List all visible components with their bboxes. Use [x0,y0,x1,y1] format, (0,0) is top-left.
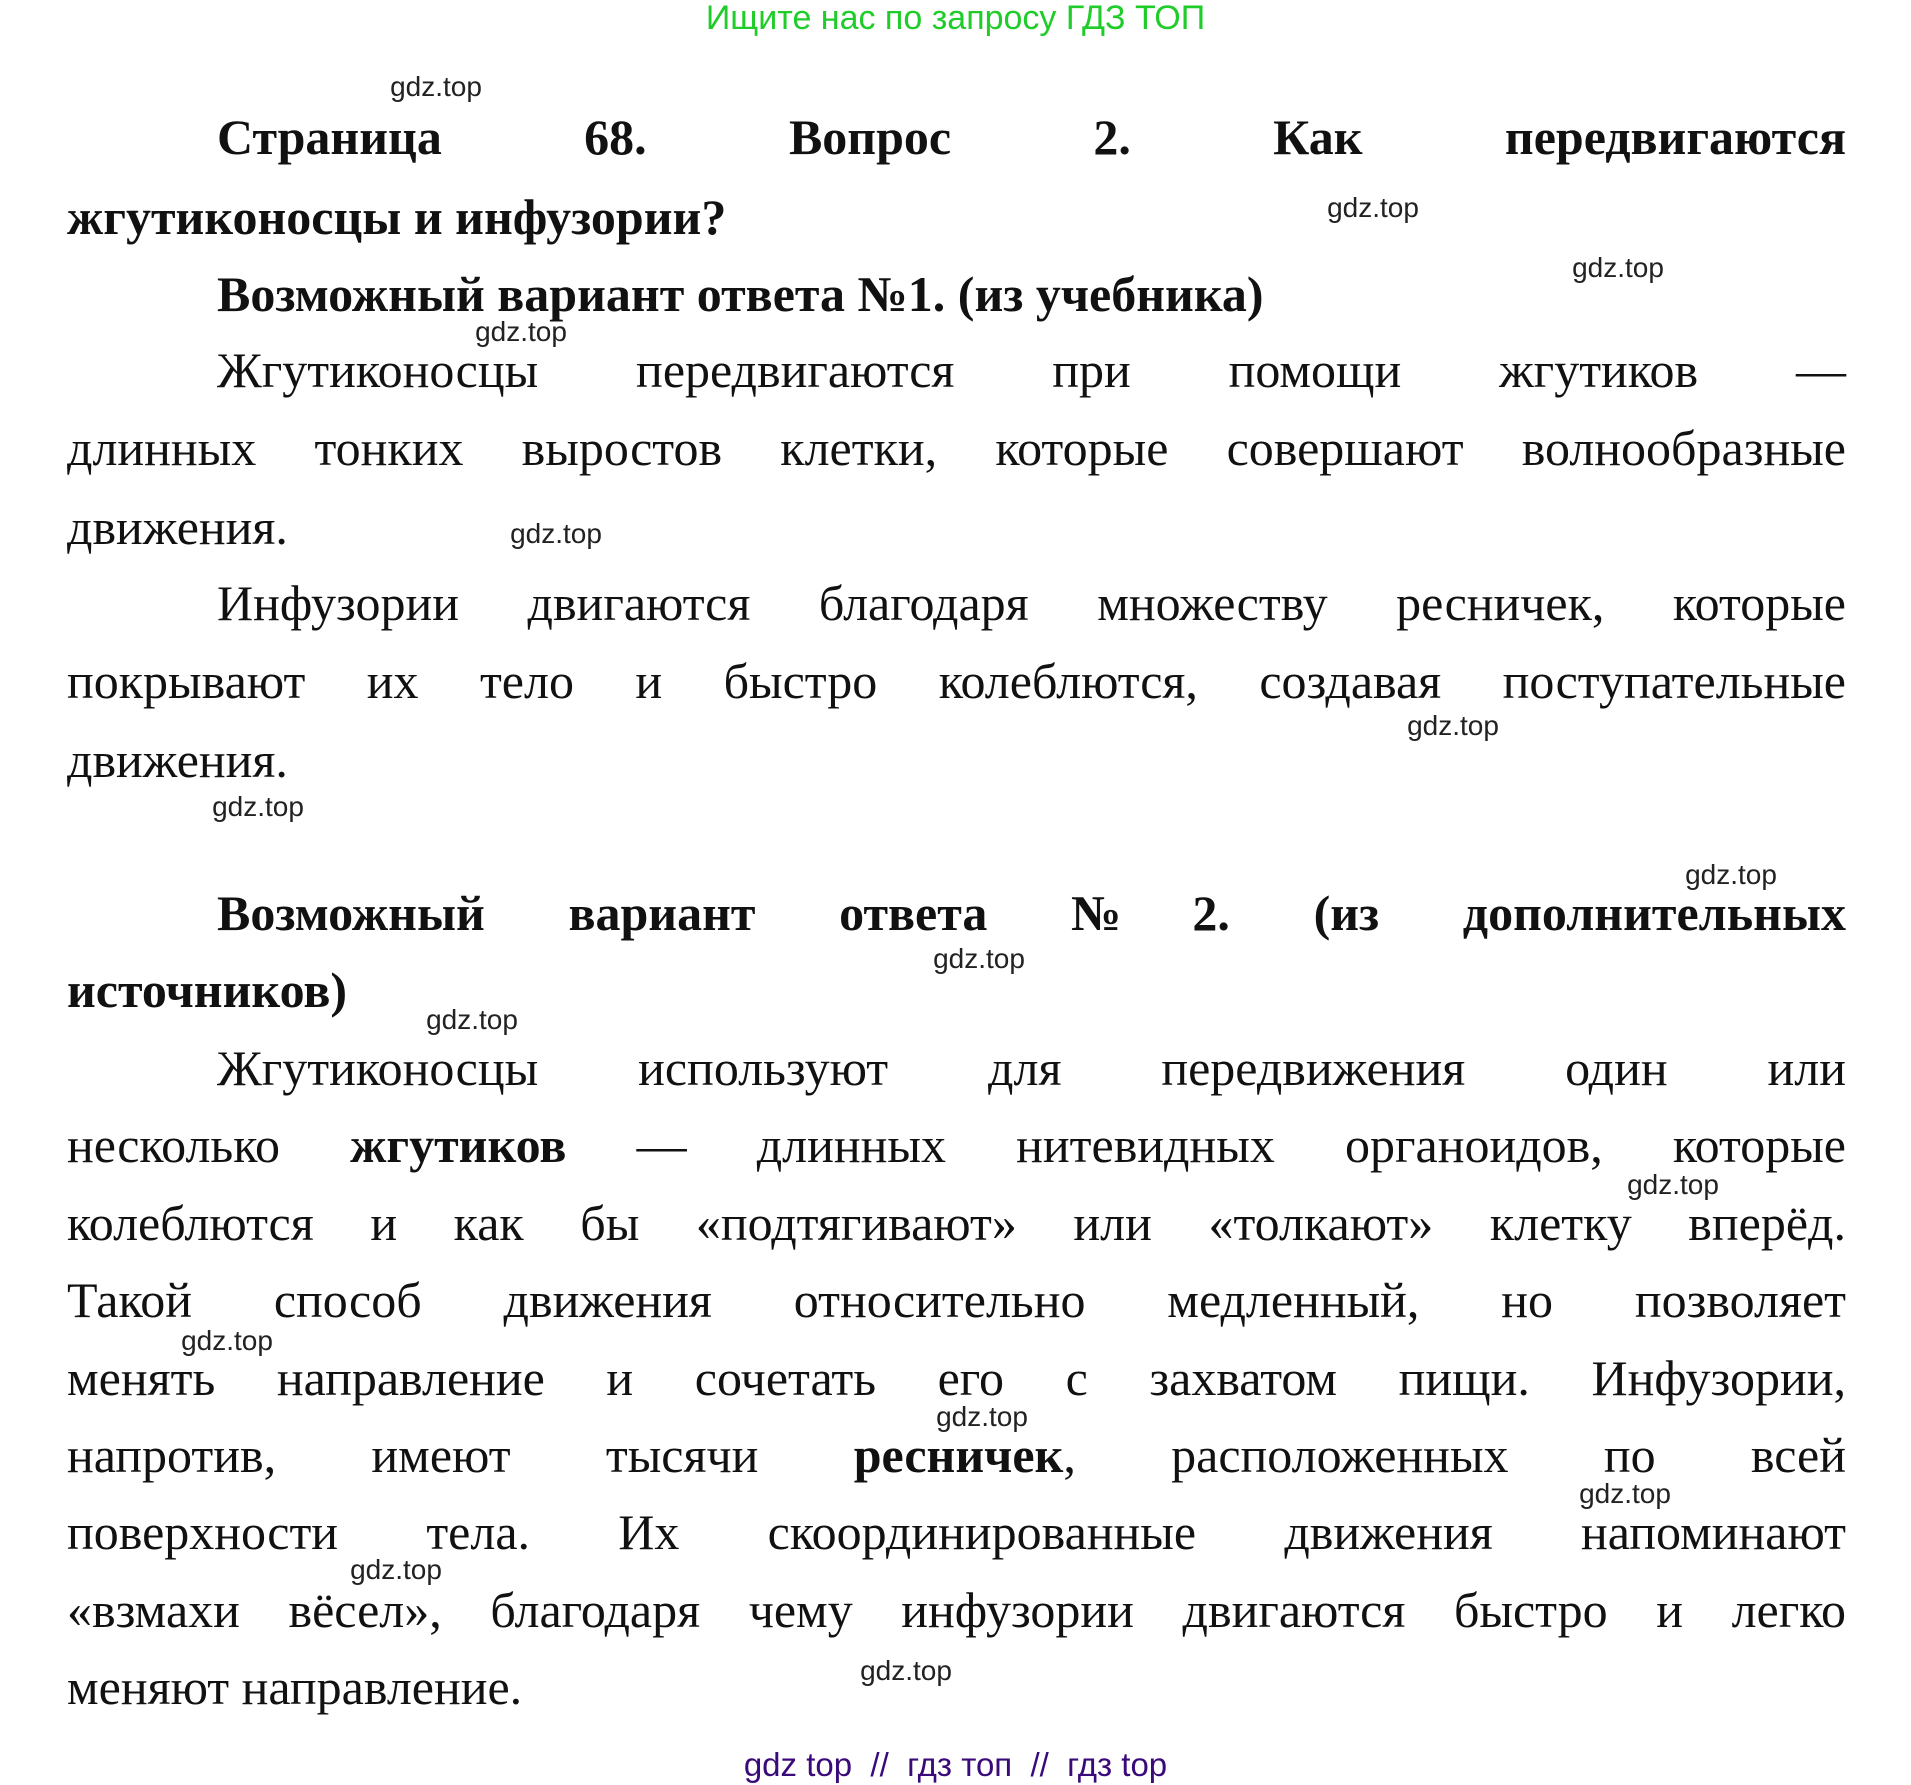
watermark: gdz.top [510,518,602,549]
text-line [217,571,1846,635]
text-line [67,1578,1846,1642]
text-segment: Такой способ движения относительно медленный, но позволяет [67,1272,1846,1328]
text-line [217,1036,1846,1100]
text-segment: длинных тонких выростов клетки, которые совершают волнообразные [67,420,1846,476]
watermark: gdz.top [1327,192,1419,223]
text-line [67,649,1846,713]
text-segment: жгутиконосцы и инфузории? [67,189,727,245]
text-segment: колеблются и как бы «подтягивают» или «толкают» клетку вперёд. [67,1195,1846,1251]
watermark: gdz.top [1579,1478,1671,1509]
text-segment: — длинных нитевидных органоидов, которые [566,1117,1846,1173]
watermark: gdz.top [350,1554,442,1585]
watermark: gdz.top [860,1655,952,1686]
text-line [67,1113,1846,1177]
text-line [67,185,1846,249]
text-segment: поверхности тела. Их скоординированные движения напоминают [67,1504,1846,1560]
text-line [67,495,1846,559]
text-segment: «взмахи вёсел», благодаря чему инфузории двигаются быстро и легко [67,1582,1846,1638]
watermark: gdz.top [936,1401,1028,1432]
watermark: gdz.top [1627,1169,1719,1200]
text-segment: Инфузории двигаются благодаря множеству ресничек, которые [217,575,1846,631]
watermark: gdz.top [212,791,304,822]
text-line [217,881,1846,945]
bold-term: ресничек [853,1427,1064,1483]
watermark: gdz.top [933,943,1025,974]
text-segment: менять направление и сочетать его с захватом пищи. Инфузории, [67,1350,1846,1406]
text-line [67,1191,1846,1255]
text-segment: Возможный вариант ответа №1. (из учебника) [217,266,1264,322]
footer-links: gdz top // гдз топ // гдз top [743,1746,1168,1783]
text-segment: движения. [67,499,288,555]
watermark: gdz.top [426,1004,518,1035]
text-line [67,416,1846,480]
bold-term: жгутиков [350,1117,567,1173]
text-line [67,1655,1846,1719]
text-segment: Страница 68. Вопрос 2. Как передвигаются [217,109,1846,165]
text-line [217,338,1846,402]
watermark: gdz.top [181,1325,273,1356]
text-segment: Возможный вариант ответа №2. (из дополнительных [217,885,1846,941]
text-segment: движения. [67,732,288,788]
text-segment: напротив, имеют тысячи [67,1427,854,1483]
watermark: gdz.top [1407,710,1499,741]
watermark: gdz.top [1685,859,1777,890]
text-segment: покрывают их тело и быстро колеблются, создавая поступательные [67,653,1846,709]
text-segment: , расположенных по всей [1063,1427,1846,1483]
text-line [67,728,1846,792]
text-line [67,1268,1846,1332]
text-segment: источников) [67,962,347,1018]
text-segment: несколько [67,1117,351,1173]
text-segment: меняют направление. [67,1659,523,1715]
watermark: gdz.top [1572,252,1664,283]
text-line [217,105,1846,169]
top-banner: Ищите нас по запросу ГДЗ ТОП [705,0,1206,37]
watermark: gdz.top [390,71,482,102]
text-segment: Жгутиконосцы используют для передвижения один или [217,1040,1846,1096]
watermark: gdz.top [475,316,567,347]
text-segment: Жгутиконосцы передвигаются при помощи жгутиков — [217,342,1846,398]
